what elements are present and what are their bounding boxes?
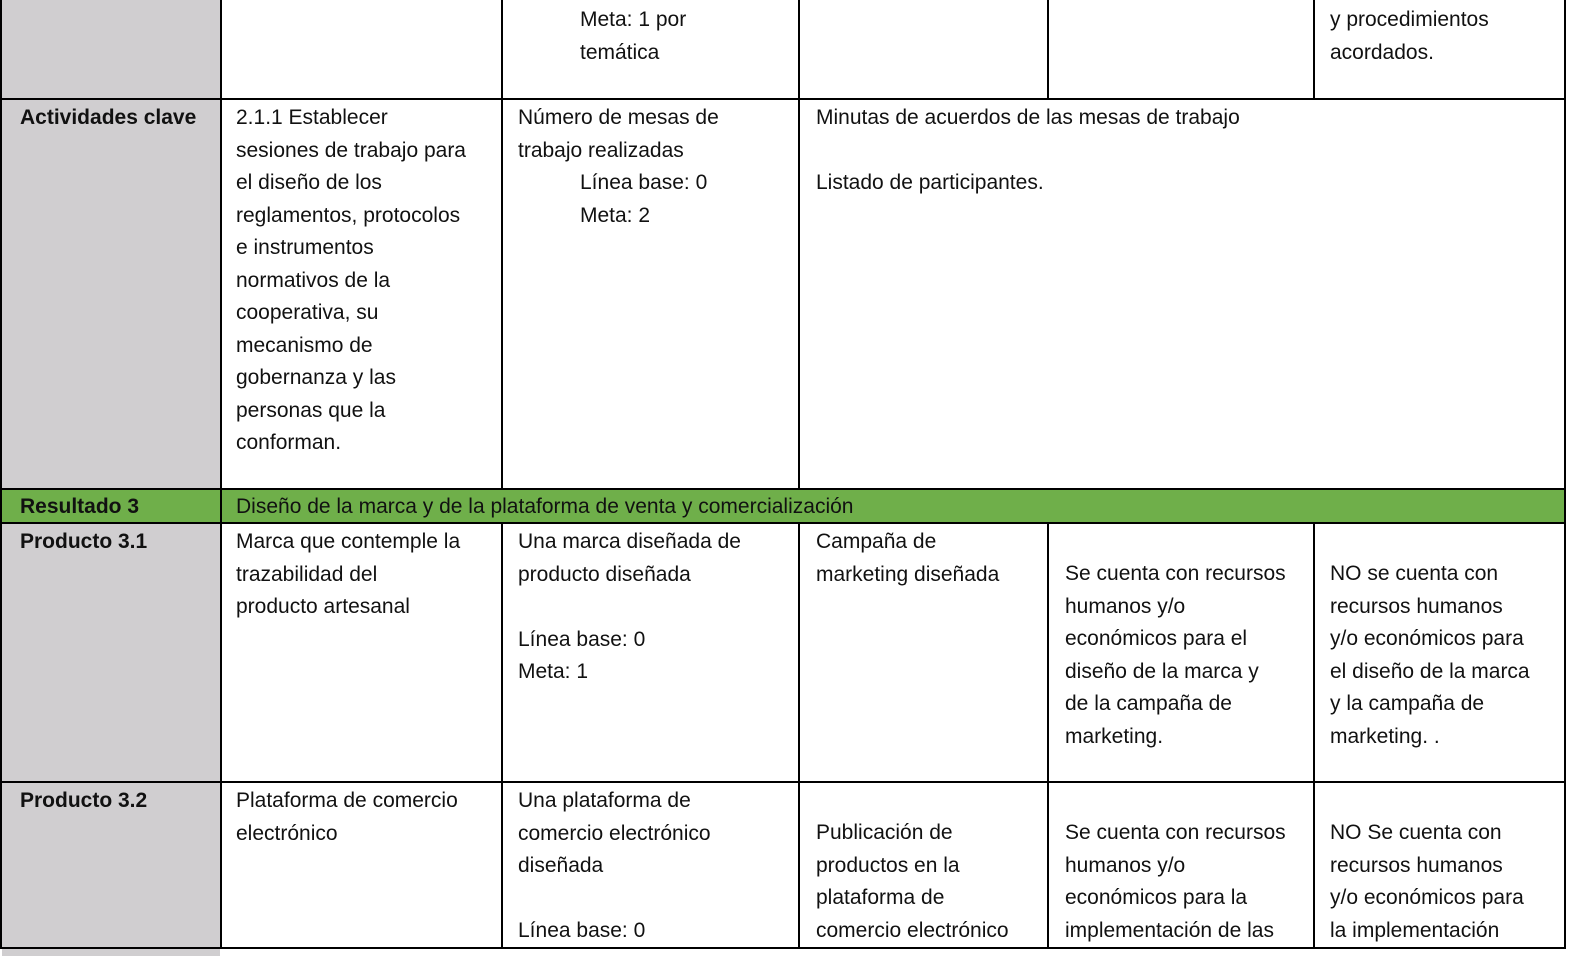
producto-3-1-indicator-title: Una marca diseñada de producto diseñada [518, 530, 741, 586]
producto-3-1-indicator-cell [518, 526, 796, 689]
producto-3-2-assumption: Se cuenta con recursos humanos y/o económicos para la implementación de las [1065, 821, 1286, 942]
producto-3-2-description-cell [236, 785, 501, 850]
producto-3-1-linea-base: Línea base: 0 [518, 627, 646, 651]
actividades-indicator-title: Número de mesas de trabajo realizadas [518, 106, 719, 162]
producto-3-1-label: Producto 3.1 [20, 530, 148, 553]
producto-3-2-indicator-title: Una plataforma de comercio electrónico diseñada [518, 789, 711, 877]
grid-line [0, 98, 1566, 100]
resultado-label: Resultado 3 [20, 495, 140, 518]
producto-3-2-label: Producto 3.2 [20, 789, 148, 812]
grid-line [501, 0, 503, 490]
producto-3-2-linea-base: Línea base: 0 [518, 919, 646, 942]
producto-3-2-verification: Publicación de productos en la plataforma de comercio electrónico [816, 821, 1009, 942]
producto-3-2-indicator-cell [518, 785, 796, 948]
resultado-text: Diseño de la marca y de la plataforma de venta y comercialización [236, 495, 854, 518]
actividades-label: Actividades clave [20, 106, 197, 129]
grid-line [0, 781, 1566, 783]
producto-3-1-description-cell [236, 526, 501, 624]
producto-3-2-verification-cell [816, 817, 1046, 947]
producto-3-1-meta: Meta: 1 [518, 660, 589, 683]
top-row-risk-text: y procedimientos acordados. [1330, 8, 1489, 64]
producto-3-1-assumption: Se cuenta con recursos humanos y/o económicos para el diseño de la marca y de la campaña de marketing. [1065, 562, 1286, 748]
producto-3-1-risk: NO se cuenta con recursos humanos y/o económicos para el diseño de la marca y la campaña de marketing. . [1330, 562, 1530, 748]
grid-line [0, 488, 1566, 490]
grid-line [1564, 0, 1566, 949]
producto-3-1-verification: Campaña de marketing diseñada [816, 530, 1000, 586]
top-row-indicator-cell [580, 4, 795, 69]
producto-3-2-assumption-cell [1065, 817, 1313, 947]
actividades-listado: Listado de participantes. [816, 171, 1044, 194]
actividades-description: 2.1.1 Establecer sesiones de trabajo para el diseño de los reglamentos, protocolos e instrumentos normativos de la cooperativa, su mecanismo de gobernanza y las personas que la conforman. [236, 106, 466, 454]
producto-3-2-risk-cell [1330, 817, 1562, 947]
producto-3-2-risk: NO Se cuenta con recursos humanos y/o económicos para la implementación [1330, 821, 1524, 942]
grid-line [1047, 522, 1049, 949]
actividades-verification-cell [816, 102, 1556, 200]
actividades-indicator-cell [518, 102, 796, 232]
top-row-meta: Meta: 1 por temática [580, 8, 687, 64]
producto-3-1-description: Marca que contemple la trazabilidad del producto artesanal [236, 530, 461, 618]
grid-line [501, 522, 503, 949]
producto-3-2-description: Plataforma de comercio electrónico [236, 789, 458, 845]
grid-line [1313, 522, 1315, 949]
producto-3-1-assumption-cell [1065, 558, 1313, 753]
actividades-linea-base: Línea base: 0 [580, 171, 708, 194]
grid-line [1047, 0, 1049, 100]
producto-3-1-verification-cell [816, 526, 1046, 591]
grid-line [220, 0, 222, 949]
top-row-risk-cell [1330, 4, 1562, 69]
grid-line [798, 0, 800, 490]
actividades-minutas: Minutas de acuerdos de las mesas de trabajo [816, 106, 1240, 129]
grid-line [798, 522, 800, 949]
grid-line [1313, 0, 1315, 100]
actividades-meta: Meta: 2 [580, 203, 651, 227]
producto-3-1-risk-cell [1330, 558, 1562, 753]
actividades-description-cell [236, 102, 501, 460]
